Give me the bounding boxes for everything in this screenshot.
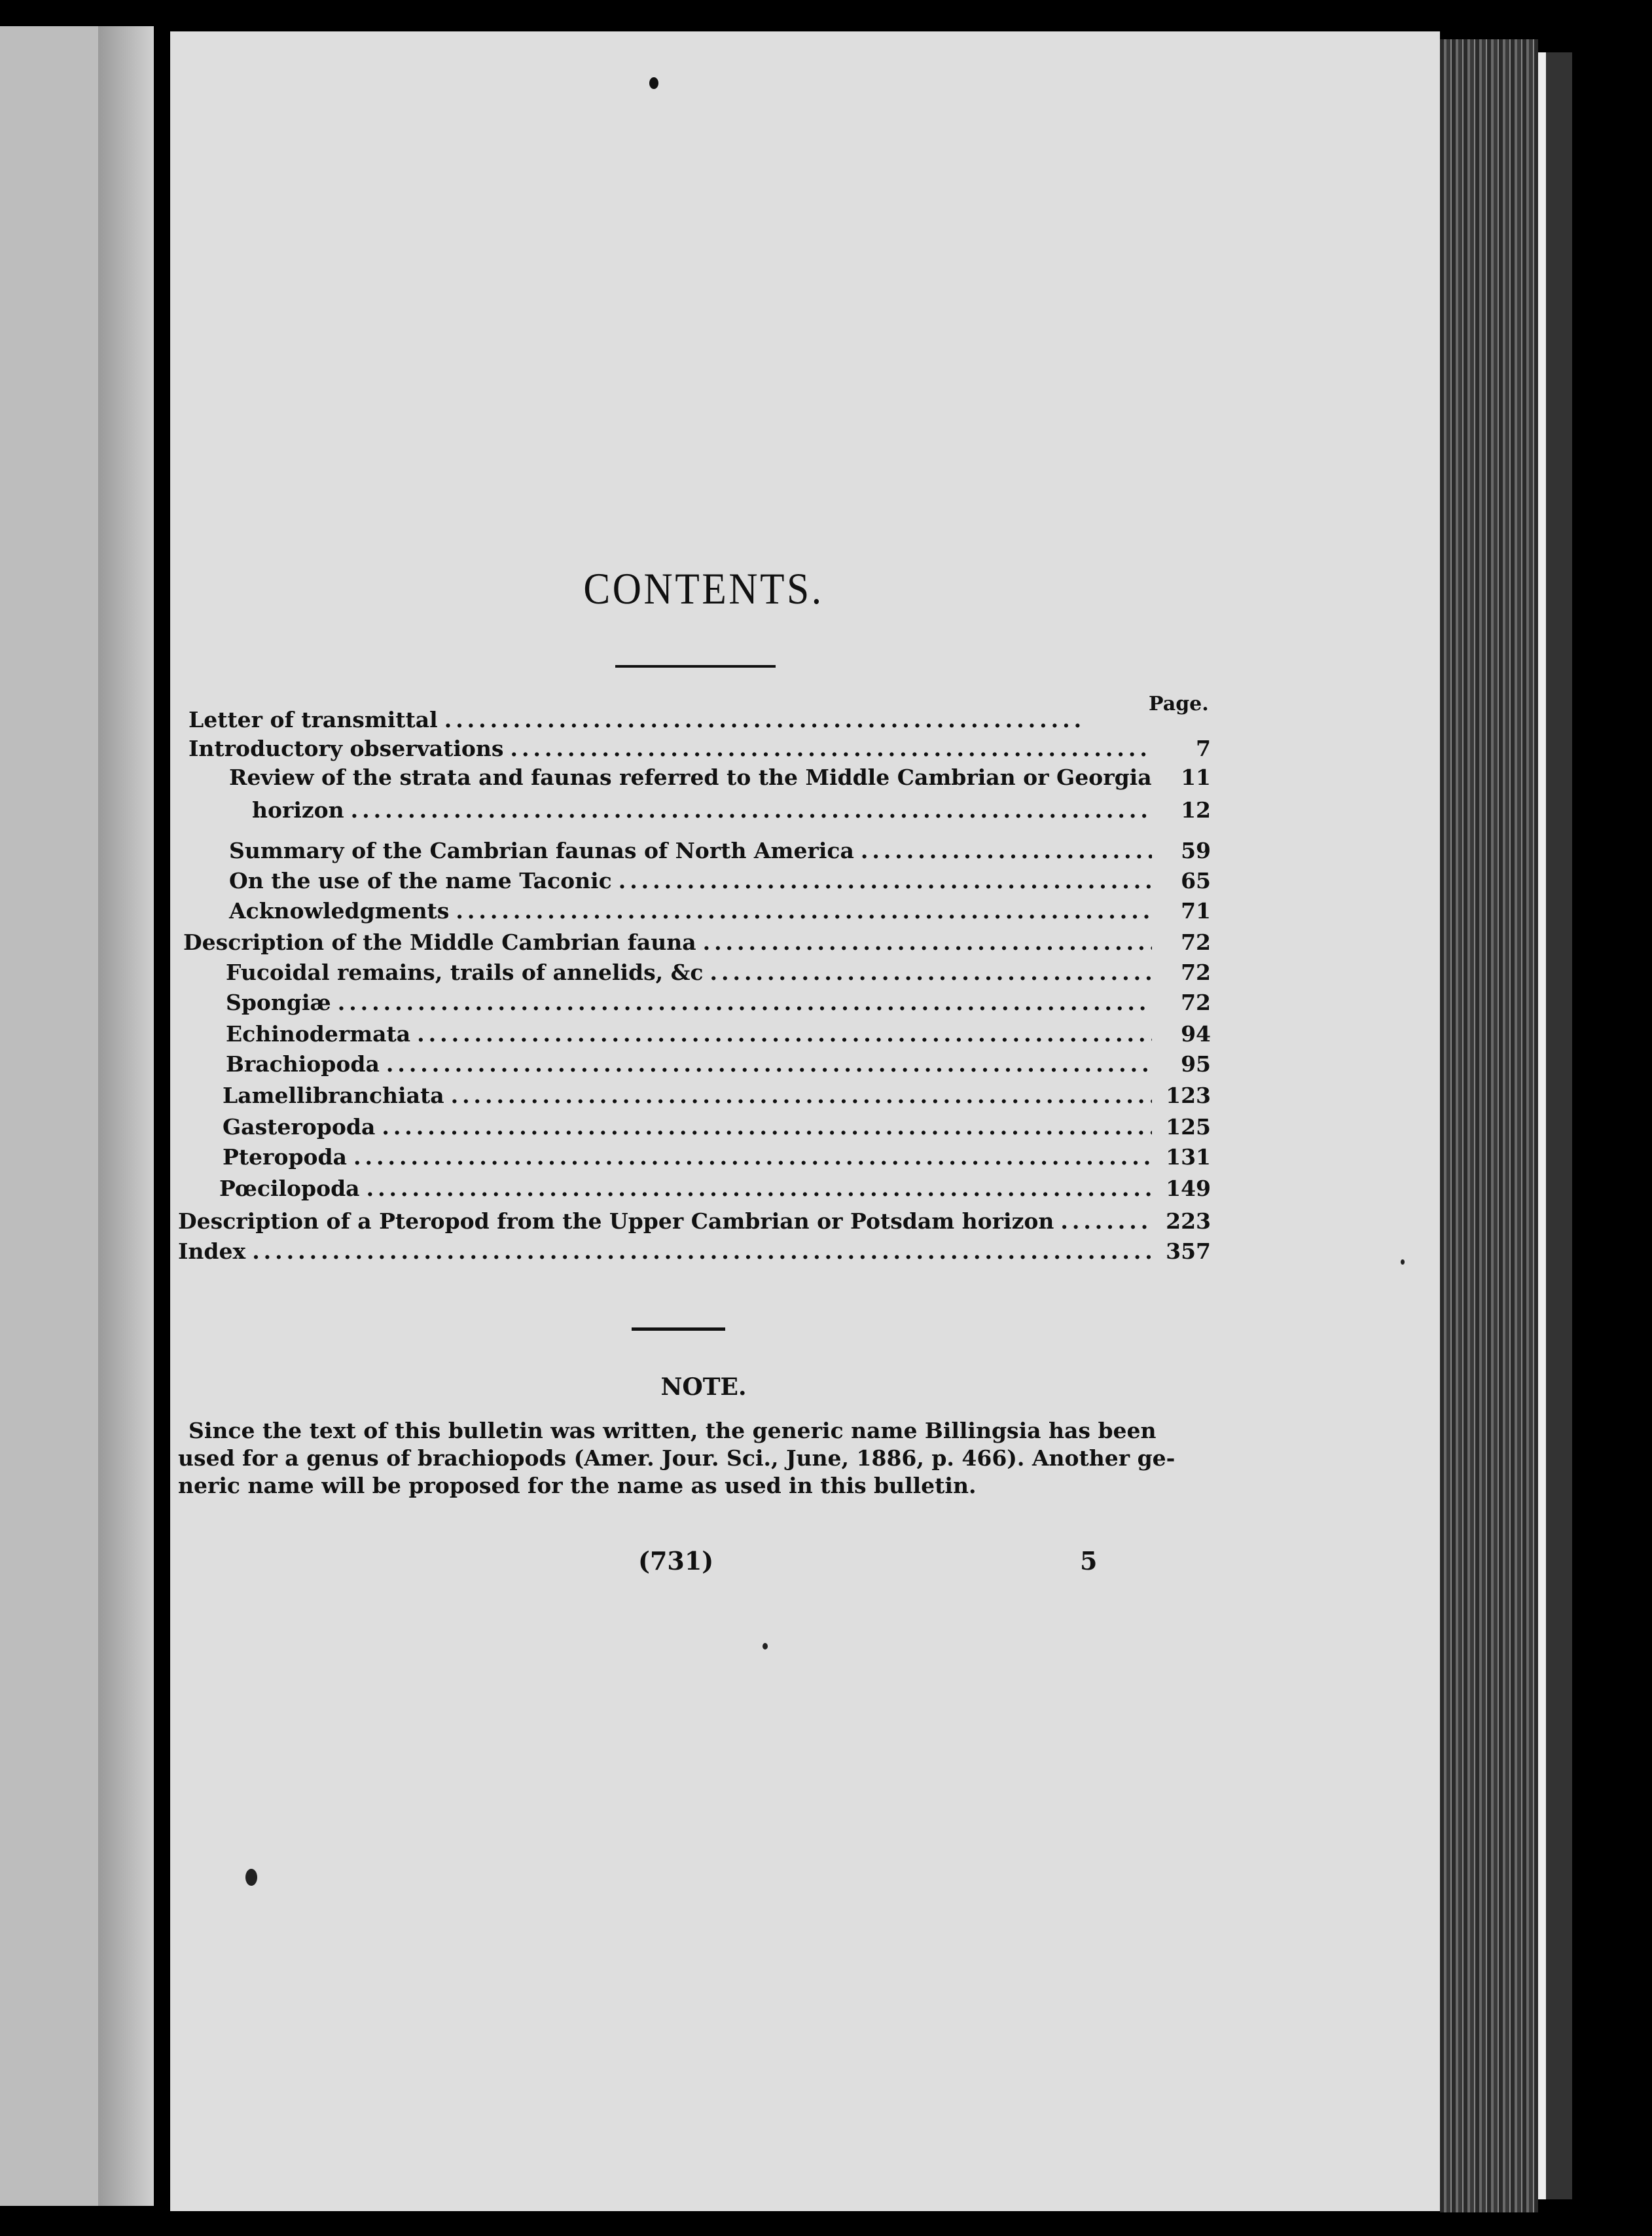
serial-number: (731)	[638, 1546, 714, 1576]
leader-dots	[703, 929, 1152, 955]
toc-entry	[189, 707, 1092, 737]
leader-dots	[351, 797, 1152, 823]
note-title: NOTE.	[660, 1373, 747, 1401]
toc-entry-page: 123	[1166, 1083, 1211, 1108]
toc-entry-page: 357	[1166, 1238, 1211, 1264]
toc-entry-label: Acknowledgments	[229, 898, 450, 924]
facing-page-shadow	[98, 26, 154, 2206]
toc-entry-page: 149	[1166, 1176, 1211, 1201]
toc-entry-label: Lamellibranchiata	[223, 1083, 444, 1108]
ink-speck	[1401, 1259, 1405, 1265]
toc-entry-page: 72	[1181, 990, 1211, 1015]
page-edge-light	[1538, 52, 1546, 2199]
toc-entry	[229, 765, 1211, 795]
toc-entry	[229, 898, 1211, 928]
toc-entry	[183, 929, 1211, 960]
toc-entry-label: Echinodermata	[226, 1021, 411, 1047]
toc-entry	[189, 736, 1211, 766]
toc-entry-page: 95	[1181, 1051, 1211, 1077]
ink-dot	[649, 77, 658, 89]
toc-entry	[223, 1114, 1211, 1144]
leader-dots	[252, 1238, 1152, 1264]
toc-entry-label: Summary of the Cambrian faunas of North America	[229, 838, 854, 863]
toc-entry-label: Gasteropoda	[223, 1114, 376, 1140]
toc-entry-page: 12	[1181, 797, 1211, 823]
leader-dots	[511, 736, 1153, 761]
leader-dots	[353, 1144, 1152, 1170]
note-line: Since the text of this bulletin was written, the generic name Billingsia has been	[189, 1418, 1157, 1443]
toc-entry	[223, 1144, 1211, 1174]
page-column-heading: Page.	[1149, 693, 1209, 715]
toc-entry	[226, 1021, 1211, 1051]
toc-entry-label: On the use of the name Taconic	[229, 868, 612, 893]
leader-dots	[710, 960, 1152, 985]
toc-entry-label: Review of the strata and faunas referred to the Middle Cambrian or Georgia	[229, 765, 1152, 790]
toc-entry-page: 71	[1181, 898, 1211, 924]
toc-entry	[219, 1176, 1211, 1206]
leader-dots	[1060, 1208, 1152, 1234]
toc-entry	[178, 1208, 1211, 1238]
toc-entry	[226, 960, 1211, 990]
toc-entry-page: 131	[1166, 1144, 1211, 1170]
ink-speck	[763, 1643, 768, 1650]
leader-dots	[619, 868, 1152, 893]
page-edges	[1440, 39, 1538, 2212]
leader-dots	[861, 838, 1152, 863]
toc-entry-label: Description of a Pteropod from the Upper Cambrian or Potsdam horizon	[178, 1208, 1054, 1234]
note-line: used for a genus of brachiopods (Amer. Jour. Sci., June, 1886, p. 466). Another ge-	[178, 1445, 1176, 1471]
contents-title: CONTENTS.	[583, 564, 824, 613]
toc-entry-page: 125	[1166, 1114, 1211, 1140]
toc-entry	[226, 1051, 1211, 1081]
leader-dots	[367, 1176, 1152, 1201]
leader-dots	[417, 1021, 1152, 1047]
note-line: neric name will be proposed for the name as used in this bulletin.	[178, 1473, 977, 1498]
toc-entry-page: 223	[1166, 1208, 1211, 1234]
ink-speck	[245, 1869, 257, 1886]
toc-entry	[229, 838, 1211, 868]
toc-entry-label: Letter of transmittal	[189, 707, 438, 732]
toc-entry-page: 7	[1196, 736, 1211, 761]
toc-entry	[252, 797, 1211, 827]
toc-entry-label: horizon	[252, 797, 344, 823]
toc-entry-label: Spongiæ	[226, 990, 331, 1015]
toc-entry-page: 72	[1181, 960, 1211, 985]
toc-entry	[223, 1083, 1211, 1113]
title-rule	[615, 665, 776, 668]
toc-entry-page: 65	[1181, 868, 1211, 893]
leader-dots	[456, 898, 1152, 924]
page-edge-dark	[1546, 52, 1572, 2199]
toc-entry-label: Description of the Middle Cambrian fauna	[183, 929, 696, 955]
toc-entry-page: 94	[1181, 1021, 1211, 1047]
toc-entry-label: Pœcilopoda	[219, 1176, 360, 1201]
toc-entry-label: Index	[178, 1238, 246, 1264]
toc-entry	[178, 1238, 1211, 1269]
leader-dots	[444, 707, 1085, 732]
toc-entry-page: 59	[1181, 838, 1211, 863]
leader-dots	[382, 1114, 1152, 1140]
book-gutter	[154, 0, 170, 2236]
toc-entry	[229, 868, 1211, 898]
note-rule	[632, 1327, 725, 1331]
toc-entry-label: Pteropoda	[223, 1144, 347, 1170]
toc-entry-label: Brachiopoda	[226, 1051, 380, 1077]
toc-entry	[226, 990, 1211, 1020]
toc-entry-label: Introductory observations	[189, 736, 504, 761]
leader-dots	[451, 1083, 1152, 1108]
toc-entry-label: Fucoidal remains, trails of annelids, &c	[226, 960, 704, 985]
leader-dots	[386, 1051, 1152, 1077]
page-number: 5	[1080, 1546, 1098, 1576]
toc-entry-page: 11	[1181, 765, 1211, 790]
leader-dots	[338, 990, 1152, 1015]
toc-entry-page: 72	[1181, 929, 1211, 955]
